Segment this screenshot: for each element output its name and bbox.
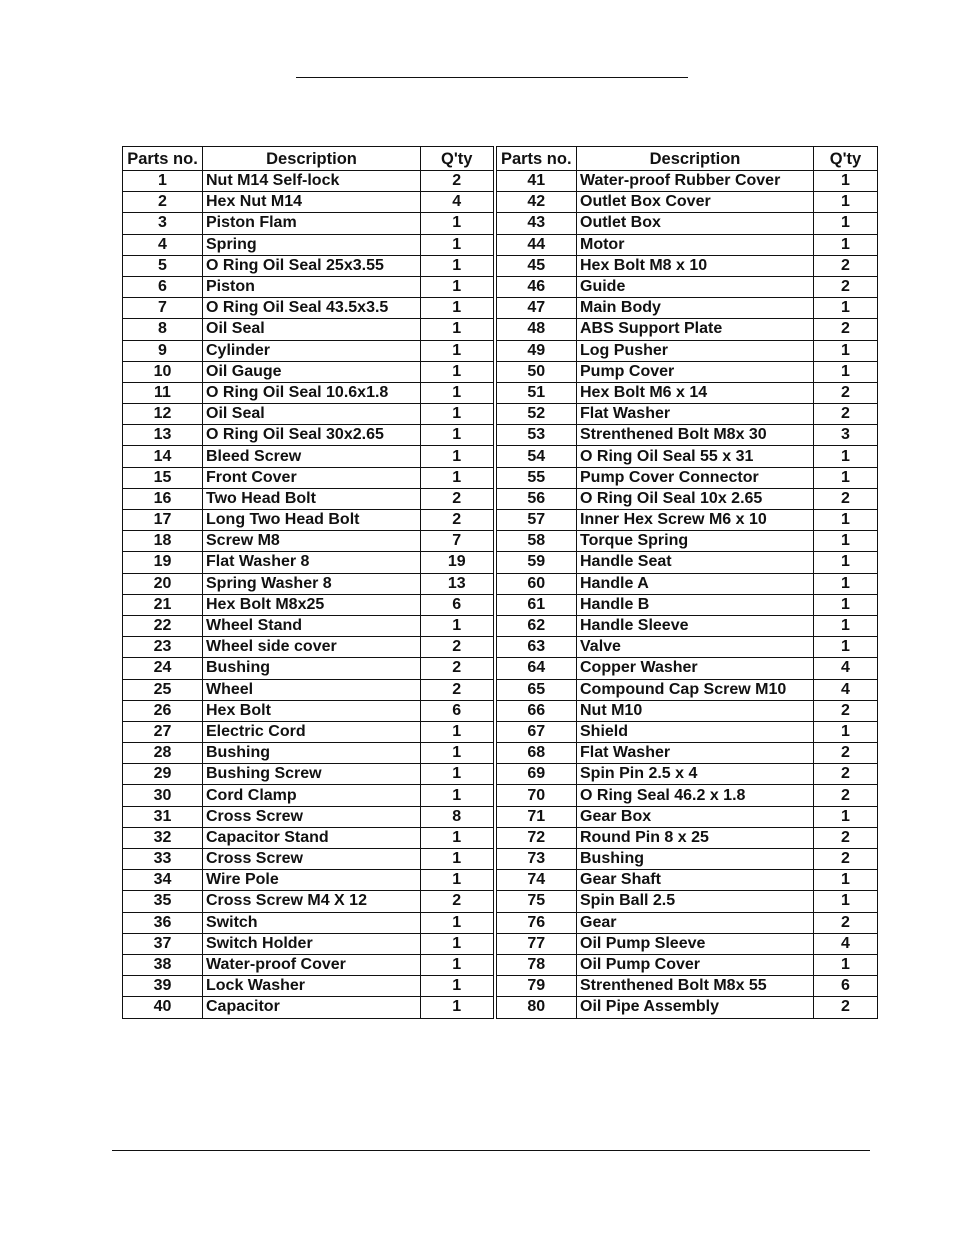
table-row — [123, 234, 878, 255]
cell-qty: 2 — [421, 510, 495, 531]
cell-qty-right: 2 — [814, 404, 878, 425]
cell-description: Switch Holder — [203, 933, 421, 954]
table-row — [123, 679, 878, 700]
cell-qty-right: 1 — [814, 361, 878, 382]
cell-qty-right: 1 — [814, 446, 878, 467]
cell-part-no-right: 75 — [495, 891, 577, 912]
cell-description: Two Head Bolt — [203, 488, 421, 509]
table-row — [123, 933, 878, 954]
cell-description: Wheel side cover — [203, 637, 421, 658]
cell-part-no: 13 — [123, 425, 203, 446]
cell-description: Wheel Stand — [203, 615, 421, 636]
cell-description: Hex Bolt M8x25 — [203, 594, 421, 615]
cell-part-no-right: 41 — [495, 171, 577, 192]
cell-qty: 2 — [421, 637, 495, 658]
cell-qty-right: 1 — [814, 213, 878, 234]
cell-description-right: Strenthened Bolt M8x 30 — [577, 425, 814, 446]
cell-qty: 1 — [421, 743, 495, 764]
table-row — [123, 827, 878, 848]
table-row — [123, 425, 878, 446]
cell-description: Piston Flam — [203, 213, 421, 234]
cell-part-no-right: 48 — [495, 319, 577, 340]
table-row — [123, 976, 878, 997]
cell-description: Cross Screw M4 X 12 — [203, 891, 421, 912]
cell-qty: 1 — [421, 361, 495, 382]
cell-description: O Ring Oil Seal 43.5x3.5 — [203, 298, 421, 319]
top-rule — [296, 77, 688, 78]
cell-qty: 6 — [421, 700, 495, 721]
cell-description-right: Gear Shaft — [577, 870, 814, 891]
cell-qty-right: 1 — [814, 870, 878, 891]
cell-description: Hex Bolt — [203, 700, 421, 721]
table-row — [123, 870, 878, 891]
cell-qty-right: 6 — [814, 976, 878, 997]
cell-description-right: Oil Pump Cover — [577, 954, 814, 975]
cell-qty: 1 — [421, 425, 495, 446]
cell-description: Capacitor Stand — [203, 827, 421, 848]
cell-part-no: 8 — [123, 319, 203, 340]
cell-part-no-right: 71 — [495, 806, 577, 827]
cell-qty: 1 — [421, 276, 495, 297]
cell-description-right: O Ring Oil Seal 10x 2.65 — [577, 488, 814, 509]
table-row — [123, 192, 878, 213]
bottom-rule — [112, 1150, 870, 1151]
cell-part-no-right: 69 — [495, 764, 577, 785]
cell-part-no: 25 — [123, 679, 203, 700]
table-row — [123, 446, 878, 467]
cell-part-no: 23 — [123, 637, 203, 658]
table-row — [123, 743, 878, 764]
cell-qty: 1 — [421, 213, 495, 234]
cell-part-no: 11 — [123, 382, 203, 403]
cell-part-no-right: 52 — [495, 404, 577, 425]
cell-part-no: 1 — [123, 171, 203, 192]
cell-qty-right: 2 — [814, 912, 878, 933]
table-row — [123, 404, 878, 425]
cell-part-no-right: 62 — [495, 615, 577, 636]
cell-qty: 7 — [421, 531, 495, 552]
table-row — [123, 806, 878, 827]
cell-qty-right: 2 — [814, 255, 878, 276]
cell-qty: 1 — [421, 849, 495, 870]
cell-description: Electric Cord — [203, 721, 421, 742]
cell-description: Oil Gauge — [203, 361, 421, 382]
cell-qty-right: 3 — [814, 425, 878, 446]
cell-description: Cross Screw — [203, 806, 421, 827]
cell-part-no: 21 — [123, 594, 203, 615]
table-row — [123, 361, 878, 382]
cell-qty: 1 — [421, 615, 495, 636]
cell-part-no: 2 — [123, 192, 203, 213]
cell-part-no: 27 — [123, 721, 203, 742]
cell-part-no-right: 76 — [495, 912, 577, 933]
cell-qty: 4 — [421, 192, 495, 213]
cell-qty: 1 — [421, 340, 495, 361]
cell-part-no: 22 — [123, 615, 203, 636]
cell-description-right: Strenthened Bolt M8x 55 — [577, 976, 814, 997]
cell-description: Bushing Screw — [203, 764, 421, 785]
header-qty-right: Q'ty — [814, 147, 878, 171]
cell-part-no-right: 64 — [495, 658, 577, 679]
header-parts-no: Parts no. — [123, 147, 203, 171]
cell-description-right: Handle B — [577, 594, 814, 615]
table-row — [123, 721, 878, 742]
cell-part-no: 18 — [123, 531, 203, 552]
cell-description-right: Pump Cover Connector — [577, 467, 814, 488]
cell-qty: 1 — [421, 954, 495, 975]
cell-qty-right: 4 — [814, 679, 878, 700]
cell-description-right: Handle Sleeve — [577, 615, 814, 636]
cell-part-no-right: 46 — [495, 276, 577, 297]
table-row — [123, 276, 878, 297]
cell-qty: 1 — [421, 785, 495, 806]
table-row — [123, 488, 878, 509]
cell-description-right: O Ring Seal 46.2 x 1.8 — [577, 785, 814, 806]
cell-part-no: 34 — [123, 870, 203, 891]
cell-description: Wheel — [203, 679, 421, 700]
cell-qty: 1 — [421, 827, 495, 848]
cell-part-no-right: 80 — [495, 997, 577, 1018]
cell-part-no-right: 79 — [495, 976, 577, 997]
cell-qty-right: 2 — [814, 276, 878, 297]
cell-qty: 1 — [421, 997, 495, 1018]
header-qty: Q'ty — [421, 147, 495, 171]
cell-part-no: 17 — [123, 510, 203, 531]
cell-qty-right: 1 — [814, 171, 878, 192]
cell-part-no-right: 59 — [495, 552, 577, 573]
cell-part-no-right: 68 — [495, 743, 577, 764]
cell-part-no: 24 — [123, 658, 203, 679]
table-row — [123, 658, 878, 679]
cell-qty-right: 2 — [814, 382, 878, 403]
cell-description: Water-proof Cover — [203, 954, 421, 975]
cell-qty: 1 — [421, 976, 495, 997]
table-row — [123, 700, 878, 721]
cell-part-no: 7 — [123, 298, 203, 319]
cell-description: Bushing — [203, 743, 421, 764]
cell-description-right: Inner Hex Screw M6 x 10 — [577, 510, 814, 531]
cell-qty-right: 2 — [814, 827, 878, 848]
cell-qty: 1 — [421, 870, 495, 891]
cell-qty-right: 1 — [814, 552, 878, 573]
cell-part-no: 20 — [123, 573, 203, 594]
cell-description: Long Two Head Bolt — [203, 510, 421, 531]
header-description-right: Description — [577, 147, 814, 171]
cell-part-no-right: 58 — [495, 531, 577, 552]
cell-description: Cord Clamp — [203, 785, 421, 806]
cell-description-right: Guide — [577, 276, 814, 297]
cell-qty-right: 2 — [814, 849, 878, 870]
cell-part-no: 5 — [123, 255, 203, 276]
parts-table-body — [123, 171, 878, 1019]
cell-qty: 1 — [421, 721, 495, 742]
cell-part-no: 15 — [123, 467, 203, 488]
cell-description-right: Outlet Box — [577, 213, 814, 234]
cell-description: Bleed Screw — [203, 446, 421, 467]
cell-qty: 1 — [421, 298, 495, 319]
cell-part-no: 37 — [123, 933, 203, 954]
cell-part-no-right: 50 — [495, 361, 577, 382]
cell-description-right: Torque Spring — [577, 531, 814, 552]
table-row — [123, 849, 878, 870]
header-parts-no-right: Parts no. — [495, 147, 577, 171]
cell-qty: 13 — [421, 573, 495, 594]
table-row — [123, 298, 878, 319]
table-row — [123, 319, 878, 340]
cell-qty-right: 2 — [814, 488, 878, 509]
cell-qty-right: 2 — [814, 785, 878, 806]
cell-part-no: 35 — [123, 891, 203, 912]
cell-qty-right: 1 — [814, 891, 878, 912]
cell-part-no-right: 66 — [495, 700, 577, 721]
cell-part-no-right: 53 — [495, 425, 577, 446]
cell-qty: 2 — [421, 891, 495, 912]
cell-description: Bushing — [203, 658, 421, 679]
cell-part-no-right: 70 — [495, 785, 577, 806]
cell-qty: 1 — [421, 255, 495, 276]
cell-description: O Ring Oil Seal 25x3.55 — [203, 255, 421, 276]
cell-description: Cross Screw — [203, 849, 421, 870]
cell-description: Lock Washer — [203, 976, 421, 997]
cell-qty: 2 — [421, 171, 495, 192]
cell-qty-right: 1 — [814, 594, 878, 615]
cell-part-no-right: 54 — [495, 446, 577, 467]
cell-description-right: Handle Seat — [577, 552, 814, 573]
cell-qty: 2 — [421, 488, 495, 509]
cell-part-no: 10 — [123, 361, 203, 382]
cell-part-no-right: 60 — [495, 573, 577, 594]
cell-description-right: Pump Cover — [577, 361, 814, 382]
cell-description-right: Motor — [577, 234, 814, 255]
cell-qty: 1 — [421, 912, 495, 933]
cell-part-no-right: 44 — [495, 234, 577, 255]
cell-part-no-right: 57 — [495, 510, 577, 531]
cell-qty: 2 — [421, 658, 495, 679]
table-row — [123, 637, 878, 658]
cell-description-right: Flat Washer — [577, 743, 814, 764]
cell-qty: 1 — [421, 446, 495, 467]
header-description: Description — [203, 147, 421, 171]
cell-description: Oil Seal — [203, 319, 421, 340]
cell-description-right: O Ring Oil Seal 55 x 31 — [577, 446, 814, 467]
table-row — [123, 785, 878, 806]
cell-part-no: 19 — [123, 552, 203, 573]
cell-description-right: Spin Pin 2.5 x 4 — [577, 764, 814, 785]
cell-qty-right: 1 — [814, 954, 878, 975]
cell-part-no: 16 — [123, 488, 203, 509]
cell-description-right: Hex Bolt M6 x 14 — [577, 382, 814, 403]
cell-part-no-right: 78 — [495, 954, 577, 975]
cell-description: Flat Washer 8 — [203, 552, 421, 573]
cell-qty-right: 1 — [814, 637, 878, 658]
cell-qty: 1 — [421, 404, 495, 425]
cell-qty-right: 1 — [814, 298, 878, 319]
table-row — [123, 615, 878, 636]
cell-qty-right: 4 — [814, 658, 878, 679]
cell-description-right: Flat Washer — [577, 404, 814, 425]
cell-qty-right: 1 — [814, 234, 878, 255]
cell-description-right: Hex Bolt M8 x 10 — [577, 255, 814, 276]
cell-description-right: Main Body — [577, 298, 814, 319]
cell-part-no-right: 51 — [495, 382, 577, 403]
cell-part-no-right: 61 — [495, 594, 577, 615]
table-row — [123, 573, 878, 594]
cell-description-right: Spin Ball 2.5 — [577, 891, 814, 912]
cell-description-right: Outlet Box Cover — [577, 192, 814, 213]
cell-qty-right: 1 — [814, 510, 878, 531]
cell-part-no-right: 65 — [495, 679, 577, 700]
cell-qty: 8 — [421, 806, 495, 827]
cell-qty-right: 4 — [814, 933, 878, 954]
cell-part-no: 38 — [123, 954, 203, 975]
cell-description-right: Nut M10 — [577, 700, 814, 721]
table-row — [123, 531, 878, 552]
cell-qty: 1 — [421, 319, 495, 340]
table-row — [123, 171, 878, 192]
cell-part-no-right: 43 — [495, 213, 577, 234]
cell-part-no: 3 — [123, 213, 203, 234]
cell-qty: 1 — [421, 933, 495, 954]
cell-qty: 1 — [421, 382, 495, 403]
cell-qty-right: 2 — [814, 764, 878, 785]
cell-description: Wire Pole — [203, 870, 421, 891]
cell-qty-right: 1 — [814, 806, 878, 827]
cell-description-right: Oil Pump Sleeve — [577, 933, 814, 954]
table-row — [123, 255, 878, 276]
cell-part-no: 36 — [123, 912, 203, 933]
table-row — [123, 510, 878, 531]
cell-description: Front Cover — [203, 467, 421, 488]
cell-part-no: 31 — [123, 806, 203, 827]
table-row — [123, 891, 878, 912]
cell-description: Spring Washer 8 — [203, 573, 421, 594]
cell-qty: 2 — [421, 679, 495, 700]
cell-qty: 1 — [421, 234, 495, 255]
cell-qty-right: 1 — [814, 615, 878, 636]
parts-list-table — [122, 146, 878, 1019]
table-row — [123, 382, 878, 403]
cell-part-no: 33 — [123, 849, 203, 870]
cell-part-no-right: 63 — [495, 637, 577, 658]
cell-qty-right: 2 — [814, 743, 878, 764]
header-row — [123, 147, 878, 171]
cell-description: O Ring Oil Seal 10.6x1.8 — [203, 382, 421, 403]
cell-description: Cylinder — [203, 340, 421, 361]
table-row — [123, 912, 878, 933]
cell-qty-right: 1 — [814, 531, 878, 552]
cell-description: O Ring Oil Seal 30x2.65 — [203, 425, 421, 446]
cell-part-no-right: 55 — [495, 467, 577, 488]
table-row — [123, 552, 878, 573]
cell-qty-right: 1 — [814, 573, 878, 594]
cell-qty-right: 2 — [814, 319, 878, 340]
table-row — [123, 997, 878, 1018]
cell-description: Oil Seal — [203, 404, 421, 425]
cell-part-no-right: 74 — [495, 870, 577, 891]
cell-qty-right: 1 — [814, 192, 878, 213]
table-row — [123, 594, 878, 615]
cell-part-no: 9 — [123, 340, 203, 361]
cell-qty-right: 2 — [814, 700, 878, 721]
cell-part-no-right: 45 — [495, 255, 577, 276]
cell-description-right: Gear — [577, 912, 814, 933]
cell-description-right: Copper Washer — [577, 658, 814, 679]
cell-qty-right: 2 — [814, 997, 878, 1018]
cell-part-no: 29 — [123, 764, 203, 785]
cell-part-no-right: 42 — [495, 192, 577, 213]
cell-part-no: 12 — [123, 404, 203, 425]
cell-qty: 1 — [421, 764, 495, 785]
cell-part-no-right: 77 — [495, 933, 577, 954]
table-row — [123, 467, 878, 488]
cell-description: Nut M14 Self-lock — [203, 171, 421, 192]
cell-description-right: Gear Box — [577, 806, 814, 827]
cell-description: Screw M8 — [203, 531, 421, 552]
cell-part-no-right: 72 — [495, 827, 577, 848]
cell-part-no: 6 — [123, 276, 203, 297]
table-row — [123, 340, 878, 361]
cell-part-no-right: 47 — [495, 298, 577, 319]
cell-description-right: Shield — [577, 721, 814, 742]
cell-part-no-right: 73 — [495, 849, 577, 870]
cell-part-no-right: 67 — [495, 721, 577, 742]
cell-part-no: 4 — [123, 234, 203, 255]
cell-description-right: Oil Pipe Assembly — [577, 997, 814, 1018]
cell-part-no: 14 — [123, 446, 203, 467]
cell-description-right: Valve — [577, 637, 814, 658]
cell-part-no: 40 — [123, 997, 203, 1018]
cell-description-right: Water-proof Rubber Cover — [577, 171, 814, 192]
cell-description: Spring — [203, 234, 421, 255]
cell-part-no: 32 — [123, 827, 203, 848]
cell-description-right: ABS Support Plate — [577, 319, 814, 340]
cell-part-no: 28 — [123, 743, 203, 764]
table-row — [123, 213, 878, 234]
cell-description-right: Log Pusher — [577, 340, 814, 361]
cell-description: Hex Nut M14 — [203, 192, 421, 213]
cell-part-no: 30 — [123, 785, 203, 806]
cell-description: Piston — [203, 276, 421, 297]
cell-qty: 1 — [421, 467, 495, 488]
cell-description-right: Compound Cap Screw M10 — [577, 679, 814, 700]
cell-qty-right: 1 — [814, 721, 878, 742]
cell-part-no: 39 — [123, 976, 203, 997]
cell-description-right: Round Pin 8 x 25 — [577, 827, 814, 848]
cell-qty: 6 — [421, 594, 495, 615]
table-row — [123, 954, 878, 975]
cell-description-right: Handle A — [577, 573, 814, 594]
cell-part-no-right: 56 — [495, 488, 577, 509]
cell-part-no: 26 — [123, 700, 203, 721]
cell-description: Capacitor — [203, 997, 421, 1018]
cell-description: Switch — [203, 912, 421, 933]
cell-part-no-right: 49 — [495, 340, 577, 361]
cell-qty-right: 1 — [814, 467, 878, 488]
cell-qty: 19 — [421, 552, 495, 573]
table-row — [123, 764, 878, 785]
cell-qty-right: 1 — [814, 340, 878, 361]
cell-description-right: Bushing — [577, 849, 814, 870]
